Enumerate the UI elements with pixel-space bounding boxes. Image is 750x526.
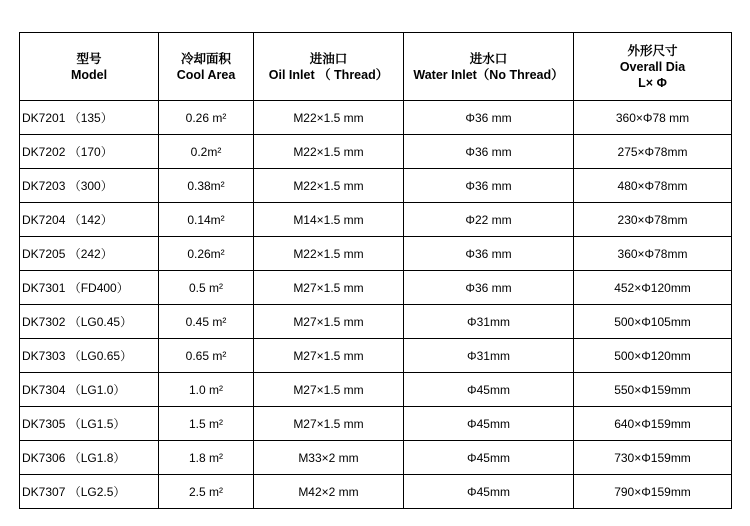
cell-area: 0.38m²: [159, 169, 254, 203]
cell-area: 1.8 m²: [159, 441, 254, 475]
cell-water: Φ45mm: [404, 475, 574, 509]
cell-area: 0.2m²: [159, 135, 254, 169]
cell-oil: M33×2 mm: [254, 441, 404, 475]
cell-model: DK7303 （LG0.65）: [20, 339, 159, 373]
header-cool-area: [159, 33, 254, 101]
table-row: [20, 237, 732, 271]
table-row: [20, 373, 732, 407]
header-overall-dia-zh: 外形尺寸: [627, 43, 678, 58]
table-row: [20, 203, 732, 237]
cell-oil: M42×2 mm: [254, 475, 404, 509]
header-row: [20, 33, 732, 101]
cell-dim: 500×Φ105mm: [574, 305, 732, 339]
cell-area: 0.65 m²: [159, 339, 254, 373]
cell-model: DK7204 （142）: [20, 203, 159, 237]
cell-model: DK7302 （LG0.45）: [20, 305, 159, 339]
header-model-zh: 型号: [76, 51, 102, 66]
cell-model: DK7203 （300）: [20, 169, 159, 203]
cell-dim: 275×Φ78mm: [574, 135, 732, 169]
header-model: [20, 33, 159, 101]
cell-water: Φ36 mm: [404, 237, 574, 271]
cell-water: Φ22 mm: [404, 203, 574, 237]
cell-area: 1.0 m²: [159, 373, 254, 407]
header-oil-inlet-zh: 进油口: [309, 51, 348, 66]
cell-oil: M22×1.5 mm: [254, 135, 404, 169]
cell-model: DK7202 （170）: [20, 135, 159, 169]
cell-water: Φ36 mm: [404, 271, 574, 305]
table-row: [20, 441, 732, 475]
cell-dim: 360×Φ78mm: [574, 237, 732, 271]
header-water-inlet-zh: 进水口: [469, 51, 508, 66]
cell-oil: M27×1.5 mm: [254, 373, 404, 407]
cell-area: 0.26m²: [159, 237, 254, 271]
cell-dim: 790×Φ159mm: [574, 475, 732, 509]
spec-table: [19, 32, 732, 509]
cell-area: 0.5 m²: [159, 271, 254, 305]
cell-oil: M27×1.5 mm: [254, 407, 404, 441]
cell-model: DK7304 （LG1.0）: [20, 373, 159, 407]
header-cool-area-zh: 冷却面积: [180, 51, 231, 66]
cell-oil: M14×1.5 mm: [254, 203, 404, 237]
cell-water: Φ36 mm: [404, 169, 574, 203]
table-body: [20, 101, 732, 509]
cell-dim: 230×Φ78mm: [574, 203, 732, 237]
cell-model: DK7306 （LG1.8）: [20, 441, 159, 475]
cell-model: DK7205 （242）: [20, 237, 159, 271]
cell-oil: M27×1.5 mm: [254, 339, 404, 373]
header-cool-area-en: Cool Area: [176, 67, 236, 82]
cell-oil: M22×1.5 mm: [254, 101, 404, 135]
table-row: [20, 305, 732, 339]
cell-water: Φ36 mm: [404, 135, 574, 169]
cell-model: DK7307 （LG2.5）: [20, 475, 159, 509]
cell-model: DK7301 （FD400）: [20, 271, 159, 305]
header-oil-inlet: [254, 33, 404, 101]
header-oil-inlet-en: Oil Inlet （ Thread）: [268, 67, 389, 82]
cell-dim: 550×Φ159mm: [574, 373, 732, 407]
cell-area: 0.14m²: [159, 203, 254, 237]
header-overall-dia-extra: L× Φ: [638, 75, 667, 90]
table-row: [20, 339, 732, 373]
table-row: [20, 169, 732, 203]
cell-water: Φ45mm: [404, 407, 574, 441]
table-row: [20, 407, 732, 441]
header-model-en: Model: [70, 67, 108, 82]
cell-dim: 452×Φ120mm: [574, 271, 732, 305]
cell-water: Φ36 mm: [404, 101, 574, 135]
cell-oil: M27×1.5 mm: [254, 271, 404, 305]
cell-dim: 640×Φ159mm: [574, 407, 732, 441]
cell-area: 1.5 m²: [159, 407, 254, 441]
cell-area: 0.26 m²: [159, 101, 254, 135]
cell-dim: 480×Φ78mm: [574, 169, 732, 203]
table-row: [20, 101, 732, 135]
header-water-inlet: [404, 33, 574, 101]
header-water-inlet-en: Water Inlet（No Thread）: [413, 67, 564, 82]
cell-model: DK7201 （135）: [20, 101, 159, 135]
cell-oil: M22×1.5 mm: [254, 169, 404, 203]
cell-water: Φ45mm: [404, 441, 574, 475]
cell-dim: 730×Φ159mm: [574, 441, 732, 475]
cell-water: Φ45mm: [404, 373, 574, 407]
cell-water: Φ31mm: [404, 305, 574, 339]
table-row: [20, 475, 732, 509]
cell-dim: 360×Φ78 mm: [574, 101, 732, 135]
table-row: [20, 271, 732, 305]
header-overall-dia: [574, 33, 732, 101]
cell-oil: M22×1.5 mm: [254, 237, 404, 271]
cell-model: DK7305 （LG1.5）: [20, 407, 159, 441]
table-row: [20, 135, 732, 169]
spec-table-container: [19, 32, 731, 509]
cell-area: 0.45 m²: [159, 305, 254, 339]
cell-area: 2.5 m²: [159, 475, 254, 509]
cell-oil: M27×1.5 mm: [254, 305, 404, 339]
header-overall-dia-en: Overall Dia: [619, 59, 686, 74]
cell-water: Φ31mm: [404, 339, 574, 373]
cell-dim: 500×Φ120mm: [574, 339, 732, 373]
